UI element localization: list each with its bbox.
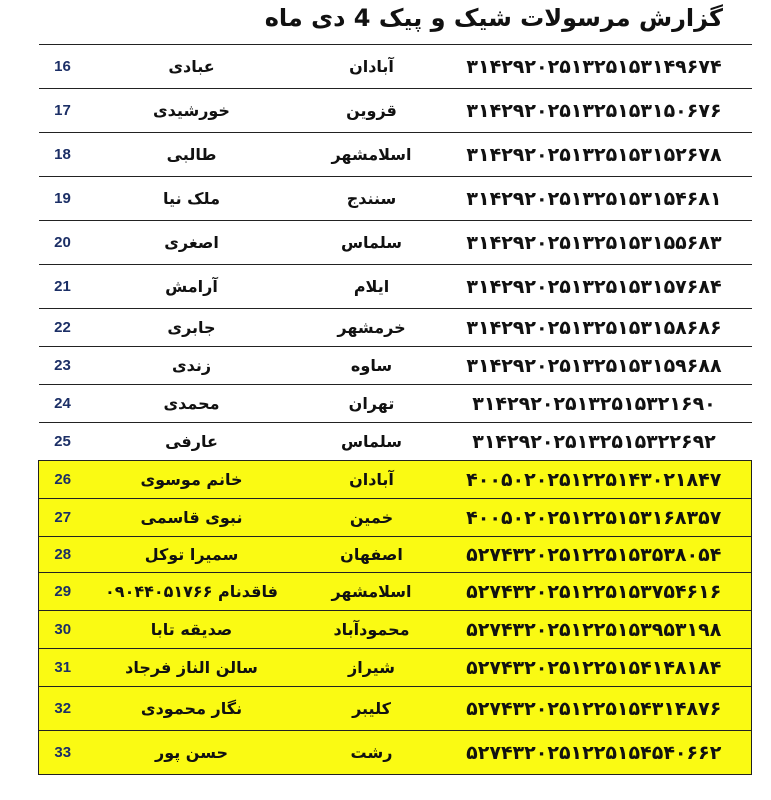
- destination-city: ساوه: [297, 347, 447, 385]
- recipient-name: ملک نیا: [87, 177, 297, 221]
- recipient-name: آرامش: [87, 265, 297, 309]
- destination-city: سنندج: [297, 177, 447, 221]
- row-number: 21: [39, 265, 87, 309]
- tracking-code: ۴۰۰۵۰۲۰۲۵۱۲۲۵۱۴۳۰۲۱۸۴۷: [447, 461, 752, 499]
- tracking-code: ۵۲۷۴۳۲۰۲۵۱۲۲۵۱۵۴۳۱۴۸۷۶: [447, 687, 752, 731]
- destination-city: ایلام: [297, 265, 447, 309]
- recipient-name: فاقدنام ۰۹۰۴۴۰۵۱۷۶۶: [87, 573, 297, 611]
- recipient-name: خورشیدی: [87, 89, 297, 133]
- tracking-code: ۵۲۷۴۳۲۰۲۵۱۲۲۵۱۵۴۵۴۰۶۶۲: [447, 731, 752, 775]
- row-number: 27: [39, 499, 87, 537]
- report-title: گزارش مرسولات شیک و پیک 4 دی ماه: [264, 4, 723, 32]
- destination-city: اسلامشهر: [297, 133, 447, 177]
- row-number: 31: [39, 649, 87, 687]
- destination-city: کلیبر: [297, 687, 447, 731]
- destination-city: خرمشهر: [297, 309, 447, 347]
- table-row: [39, 385, 752, 423]
- destination-city: خمین: [297, 499, 447, 537]
- tracking-code: ۴۰۰۵۰۲۰۲۵۱۲۲۵۱۵۳۱۶۸۳۵۷: [447, 499, 752, 537]
- tracking-code: ۳۱۴۲۹۲۰۲۵۱۳۲۵۱۵۳۲۲۶۹۲: [447, 423, 752, 461]
- row-number: 24: [39, 385, 87, 423]
- tracking-code: ۳۱۴۲۹۲۰۲۵۱۳۲۵۱۵۳۱۵۴۶۸۱: [447, 177, 752, 221]
- table-row: [39, 537, 752, 573]
- shipment-table-container: [38, 44, 752, 775]
- row-number: 22: [39, 309, 87, 347]
- tracking-code: ۵۲۷۴۳۲۰۲۵۱۲۲۵۱۵۴۱۴۸۱۸۴: [447, 649, 752, 687]
- table-row: [39, 461, 752, 499]
- destination-city: سلماس: [297, 423, 447, 461]
- row-number: 30: [39, 611, 87, 649]
- tracking-code: ۳۱۴۲۹۲۰۲۵۱۳۲۵۱۵۳۱۵۵۶۸۳: [447, 221, 752, 265]
- recipient-name: صدیقه تابا: [87, 611, 297, 649]
- row-number: 26: [39, 461, 87, 499]
- table-row: [39, 221, 752, 265]
- recipient-name: خانم موسوی: [87, 461, 297, 499]
- tracking-code: ۳۱۴۲۹۲۰۲۵۱۳۲۵۱۵۳۱۵۸۶۸۶: [447, 309, 752, 347]
- recipient-name: سمیرا توکل: [87, 537, 297, 573]
- destination-city: آبادان: [297, 461, 447, 499]
- recipient-name: طالبی: [87, 133, 297, 177]
- row-number: 29: [39, 573, 87, 611]
- recipient-name: نبوی قاسمی: [87, 499, 297, 537]
- recipient-name: عارفی: [87, 423, 297, 461]
- tracking-code: ۳۱۴۲۹۲۰۲۵۱۳۲۵۱۵۳۱۵۷۶۸۴: [447, 265, 752, 309]
- table-row: [39, 309, 752, 347]
- table-row: [39, 573, 752, 611]
- table-row: [39, 45, 752, 89]
- row-number: 19: [39, 177, 87, 221]
- recipient-name: عبادی: [87, 45, 297, 89]
- recipient-name: زندی: [87, 347, 297, 385]
- table-row: [39, 499, 752, 537]
- tracking-code: ۳۱۴۲۹۲۰۲۵۱۳۲۵۱۵۳۲۱۶۹۰: [447, 385, 752, 423]
- destination-city: آبادان: [297, 45, 447, 89]
- tracking-code: ۳۱۴۲۹۲۰۲۵۱۳۲۵۱۵۳۱۵۰۶۷۶: [447, 89, 752, 133]
- row-number: 20: [39, 221, 87, 265]
- destination-city: سلماس: [297, 221, 447, 265]
- row-number: 17: [39, 89, 87, 133]
- destination-city: اسلامشهر: [297, 573, 447, 611]
- table-row: [39, 731, 752, 775]
- table-row: [39, 423, 752, 461]
- shipment-table-body: [39, 45, 752, 775]
- tracking-code: ۵۲۷۴۳۲۰۲۵۱۲۲۵۱۵۳۷۵۴۶۱۶: [447, 573, 752, 611]
- table-row: [39, 89, 752, 133]
- recipient-name: حسن پور: [87, 731, 297, 775]
- shipment-table: [38, 44, 752, 775]
- tracking-code: ۳۱۴۲۹۲۰۲۵۱۳۲۵۱۵۳۱۵۹۶۸۸: [447, 347, 752, 385]
- tracking-code: ۵۲۷۴۳۲۰۲۵۱۲۲۵۱۵۳۹۵۳۱۹۸: [447, 611, 752, 649]
- destination-city: اصفهان: [297, 537, 447, 573]
- table-row: [39, 177, 752, 221]
- row-number: 23: [39, 347, 87, 385]
- row-number: 16: [39, 45, 87, 89]
- table-row: [39, 265, 752, 309]
- row-number: 28: [39, 537, 87, 573]
- destination-city: شیراز: [297, 649, 447, 687]
- table-row: [39, 347, 752, 385]
- recipient-name: اصغری: [87, 221, 297, 265]
- recipient-name: سالن الناز فرجاد: [87, 649, 297, 687]
- table-row: [39, 611, 752, 649]
- recipient-name: محمدی: [87, 385, 297, 423]
- row-number: 18: [39, 133, 87, 177]
- destination-city: رشت: [297, 731, 447, 775]
- destination-city: محمودآباد: [297, 611, 447, 649]
- recipient-name: نگار محمودی: [87, 687, 297, 731]
- row-number: 33: [39, 731, 87, 775]
- destination-city: قزوین: [297, 89, 447, 133]
- tracking-code: ۵۲۷۴۳۲۰۲۵۱۲۲۵۱۵۳۵۳۸۰۵۴: [447, 537, 752, 573]
- table-row: [39, 687, 752, 731]
- tracking-code: ۳۱۴۲۹۲۰۲۵۱۳۲۵۱۵۳۱۴۹۶۷۴: [447, 45, 752, 89]
- row-number: 32: [39, 687, 87, 731]
- table-row: [39, 133, 752, 177]
- row-number: 25: [39, 423, 87, 461]
- table-row: [39, 649, 752, 687]
- destination-city: تهران: [297, 385, 447, 423]
- tracking-code: ۳۱۴۲۹۲۰۲۵۱۳۲۵۱۵۳۱۵۲۶۷۸: [447, 133, 752, 177]
- recipient-name: جابری: [87, 309, 297, 347]
